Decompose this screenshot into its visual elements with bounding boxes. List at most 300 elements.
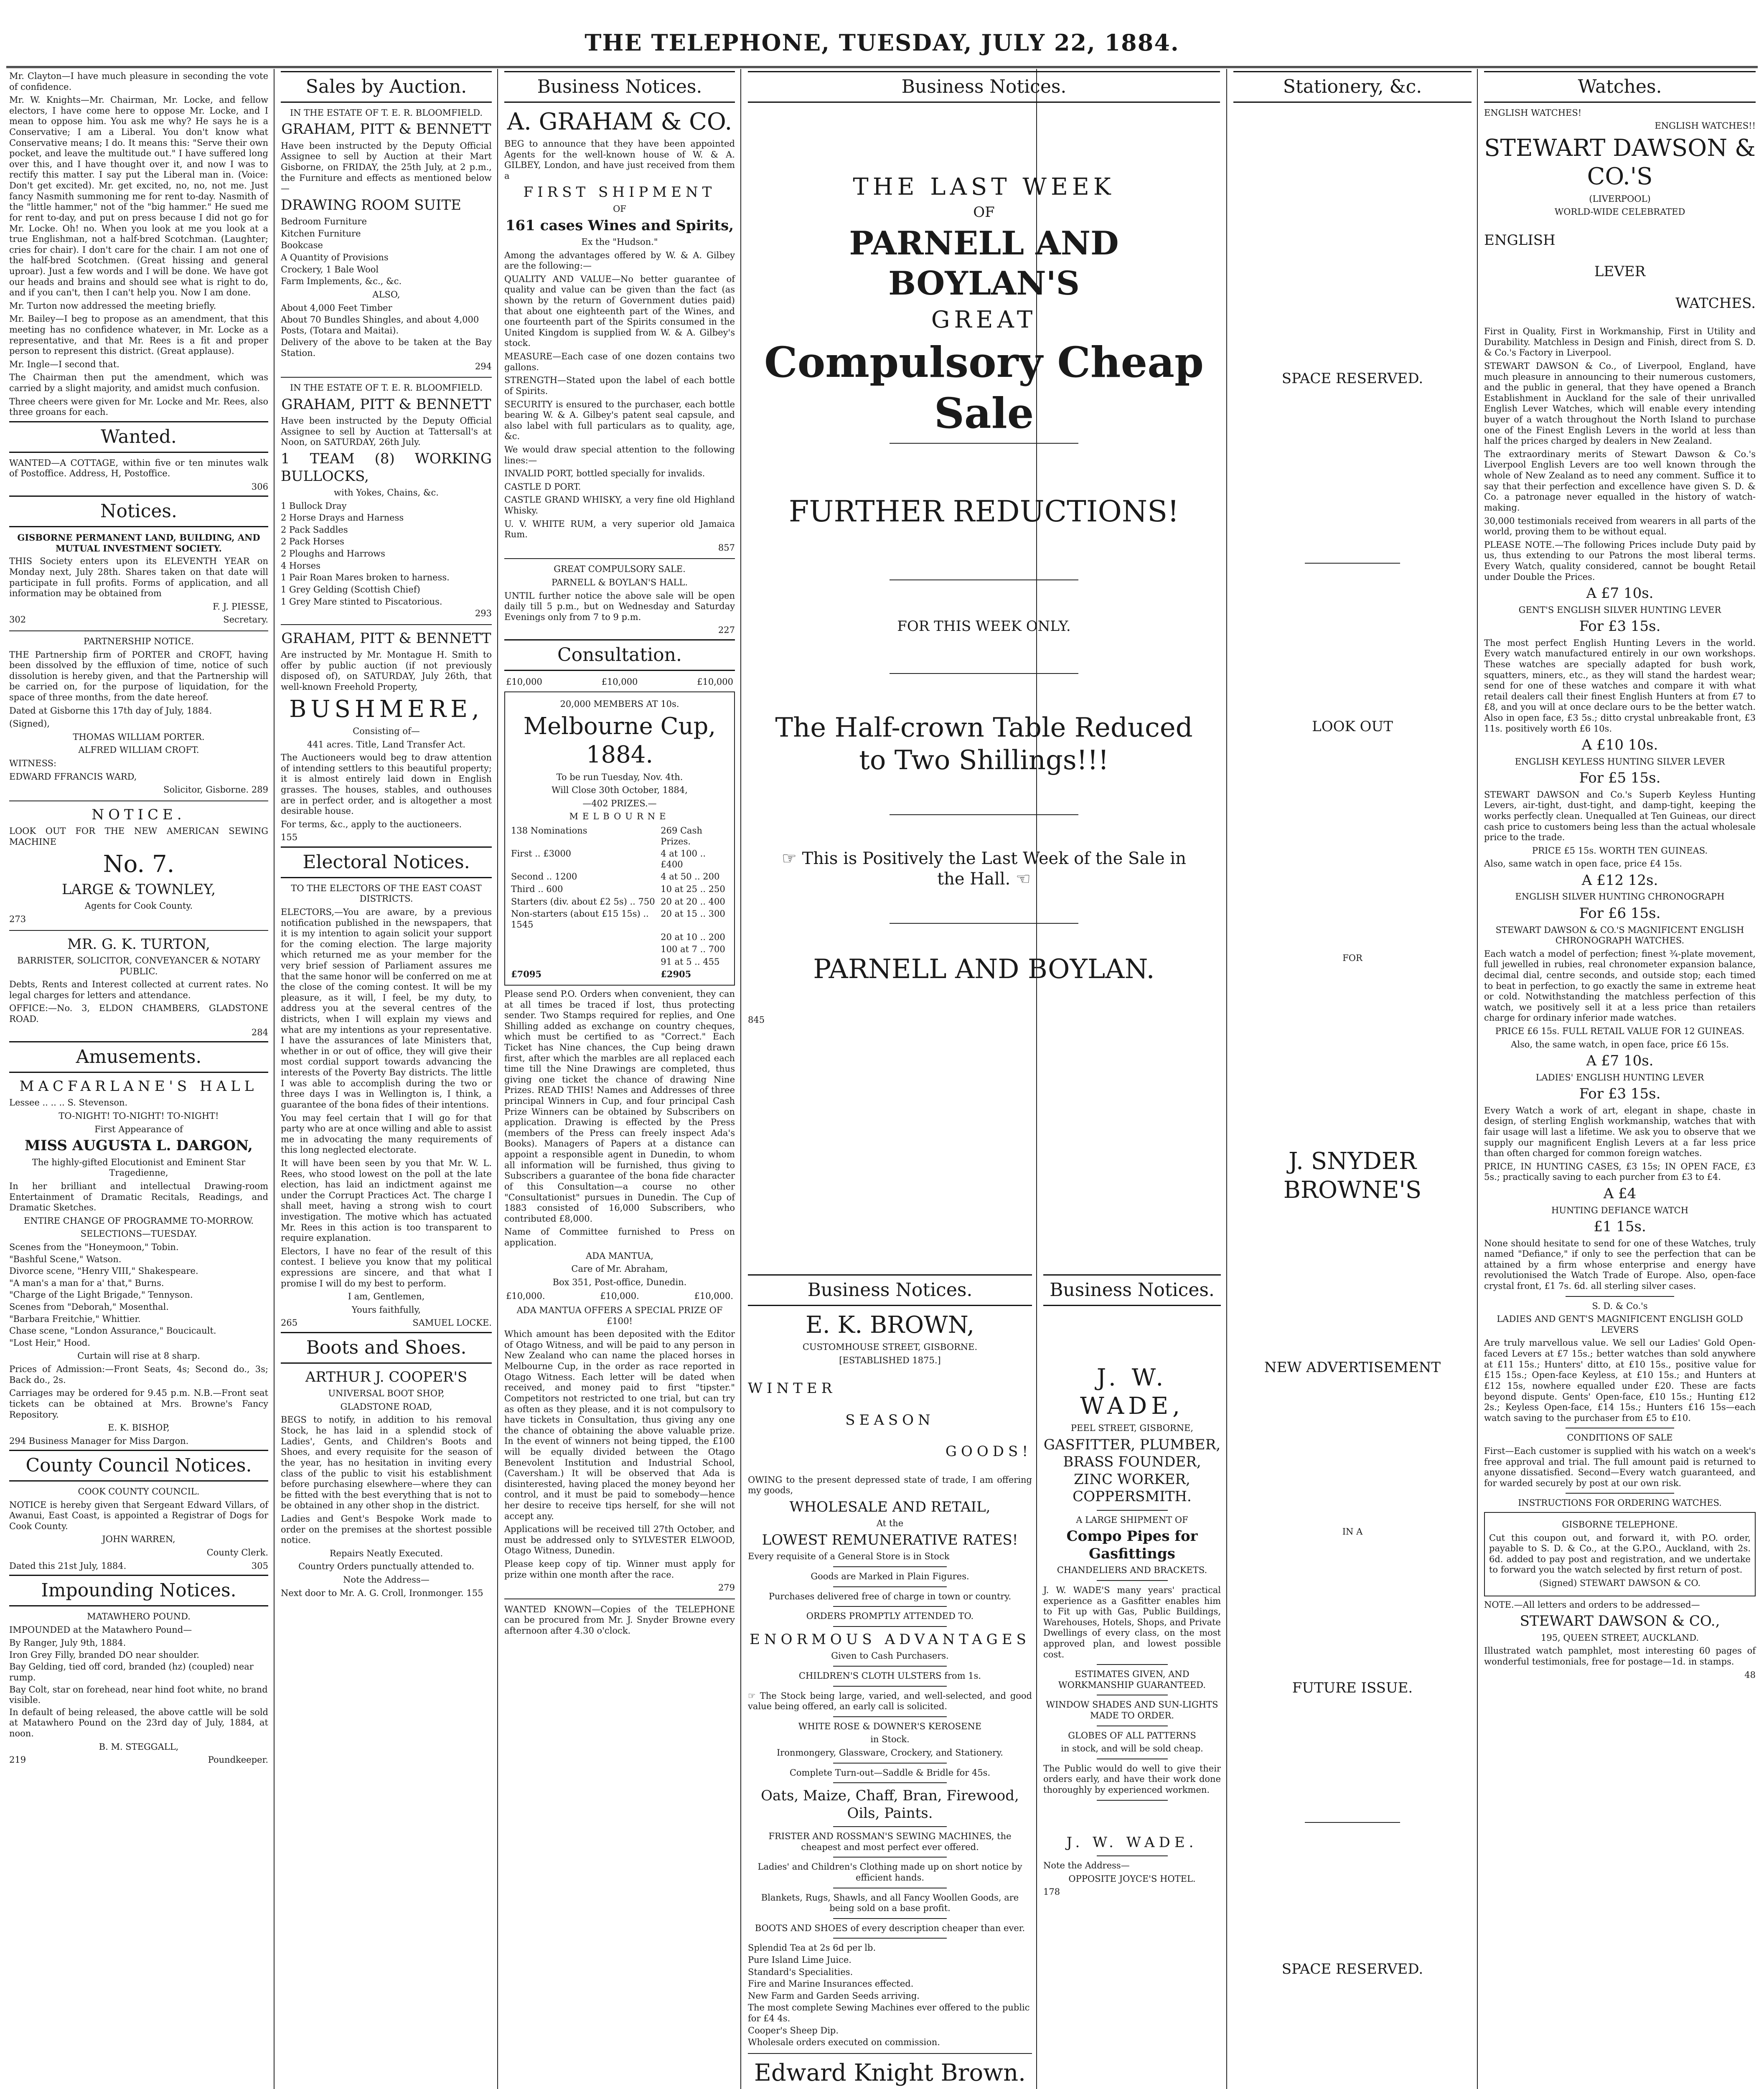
auction-with: with Yokes, Chains, &c. — [334, 488, 439, 498]
ad-number: 48 — [1744, 1670, 1756, 1680]
delivered: Purchases delivered free of charge in town or country. — [768, 1591, 1012, 1601]
stewart-dawson: STEWART DAWSON & CO.'S — [1484, 134, 1756, 191]
section-heading-impounding: Impounding Notices. — [9, 1575, 268, 1606]
rule — [833, 1606, 947, 1607]
meeting-paragraph: Three cheers were given for Mr. Locke and Mr. Rees, also three groans for each. — [9, 396, 268, 417]
watch-price: A £12 12s. — [1581, 872, 1658, 889]
ad-number: 155 — [281, 832, 298, 843]
for-label: FOR — [1342, 953, 1362, 963]
partner-name: THOMAS WILLIAM PORTER. — [73, 732, 205, 742]
wade-name: J. W. WADE, — [1080, 1364, 1184, 1420]
also-label: ALSO, — [372, 289, 400, 300]
wanted-ad: WANTED—A COTTAGE, within five or ten minutes walk of Postoffice. Address, H, Postoffice. — [9, 457, 268, 479]
watch-for: For £5 15s. — [1579, 770, 1661, 787]
address-note: NOTE.—All letters and orders to be addressed— — [1484, 1599, 1700, 1610]
ad-number: 155 — [466, 1588, 483, 1598]
kerosene: WHITE ROSE & DOWNER'S KEROSENE — [798, 1721, 982, 1731]
curtain: Curtain will rise at 8 sharp. — [77, 1351, 200, 1361]
ad-number: 857 — [718, 542, 735, 553]
council-dated: Dated this 21st July, 1884. — [9, 1560, 127, 1571]
council-title: COOK COUNTY COUNCIL. — [78, 1487, 200, 1497]
coupon-signature: (Signed) STEWART DAWSON & CO. — [1539, 1578, 1701, 1588]
watch-price-note: PRICE £5 15s. WORTH TEN GUINEAS. — [1532, 845, 1708, 856]
auction-item: 2 Horse Drays and Harness — [281, 513, 404, 523]
ada-box: Box 351, Post-office, Dunedin. — [552, 1277, 687, 1287]
watch-text: The most perfect English Hunting Levers in the world. Every watch manufactured entirely in our own workshops. These watches are specially adapted for bush work, squatters, miners, etc., as they will stand the hardest wear; send for one of these watches and compare it with what retail dealers call their finest English Hunters at from £7 to £8, and you will at once declare ours to be the better watch. Also in open face, £3 5s.; ditto crystal unbreakable front, £3 11s. positively worth £6 10s. — [1484, 638, 1756, 734]
oats: Oats, Maize, Chaff, Bran, Firewood, Oils, Paints. — [761, 1787, 1019, 1822]
rule — [833, 1857, 947, 1858]
space-reserved: SPACE RESERVED. — [1281, 1961, 1423, 1978]
brown-signature: Edward Knight Brown. — [754, 2059, 1026, 2086]
admission-prices: Prices of Admission:—Front Seats, 4s; Second do., 3s; Back do., 2s. — [9, 1364, 268, 1385]
prize-cell: Non-starters (about £15 15s) .. 1545 — [511, 909, 649, 930]
ad-number: 306 — [251, 481, 268, 492]
auction-item: 1 Pair Roan Mares broken to harness. — [281, 572, 450, 583]
auction-item: 1 Grey Gelding (Scottish Chief) — [281, 584, 420, 595]
wade-shipment: A LARGE SHIPMENT OF — [1076, 1515, 1188, 1525]
rule — [1566, 1493, 1674, 1494]
prize-cell — [509, 931, 659, 944]
column-rule — [1226, 69, 1227, 2089]
electoral-signature: SAMUEL LOCKE. — [412, 1318, 492, 1328]
selection-item: Chase scene, "London Assurance," Boucicault. — [9, 1326, 216, 1336]
auction-text: Have been instructed by the Deputy Official Assignee to sell by Auction at their Mart Gisborne, on FRIDAY, the 25th July, at 2 p.m., the Furniture and effects as mentioned below— — [281, 140, 492, 194]
ada-keep: Please keep copy of tip. Winner must apply for prize within one month after the race. — [504, 1559, 735, 1580]
prize-cell: 91 at 5 .. 455 — [661, 956, 720, 967]
marked: Goods are Marked in Plain Figures. — [811, 1571, 969, 1581]
run-date: To be run Tuesday, Nov. 4th. — [556, 772, 683, 782]
boots-address: Next door to Mr. A. G. Croll, Ironmonger. — [281, 1588, 464, 1598]
product-line: INVALID PORT, bottled specially for invalids. — [504, 468, 705, 479]
wade-text: J. W. WADE'S many years' practical experience as a Gasfitter enables him to Fit up with Gas, Public Buildings, Warehouses, Hotels, Shops, and Private Dwellings of every class, on the most approved plan, and lowest possible cost. — [1043, 1585, 1221, 1660]
firm-signature: PARNELL AND BOYLAN. — [813, 953, 1155, 985]
at-the: At the — [876, 1518, 904, 1529]
auction-item: Bedroom Furniture — [281, 216, 367, 227]
coupon — [1484, 1512, 1756, 1596]
partner-name: ALFRED WILLIAM CROFT. — [78, 745, 199, 755]
coupon-head: GISBORNE TELEPHONE. — [1562, 1520, 1678, 1530]
half-crown: The Half-crown Table Reduced to Two Shillings!!! — [775, 712, 1193, 776]
rule — [504, 558, 735, 559]
prize-cell: 10 at 25 .. 250 — [661, 884, 725, 895]
prize-cell: 20 at 15 .. 300 — [661, 909, 725, 919]
prize-row — [509, 896, 730, 908]
first-shipment: FIRST SHIPMENT — [523, 184, 716, 201]
society-title: GISBORNE PERMANENT LAND, BUILDING, AND MUTUAL INVESTMENT SOCIETY. — [17, 532, 260, 554]
pound-items — [9, 1638, 268, 1706]
amount: £10,000. — [506, 1291, 545, 1301]
rule — [9, 930, 268, 931]
stock-note: ☞ The Stock being large, varied, and well-selected, and good value being offered, an early call is solicited. — [748, 1690, 1032, 1712]
ada-address: Care of Mr. Abraham, — [571, 1264, 668, 1274]
gold-name: LADIES AND GENT'S MAGNIFICENT ENGLISH GOLD LEVERS — [1497, 1314, 1743, 1335]
measure: MEASURE—Each case of one dozen contains two gallons. — [504, 351, 735, 372]
selection-item: "A man's a man for a' that," Burns. — [9, 1278, 164, 1288]
section-heading-business: Business Notices. — [748, 71, 1220, 103]
column-rule — [740, 69, 741, 2089]
ad-number: 845 — [748, 1014, 765, 1025]
sale-hall: PARNELL & BOYLAN'S HALL. — [551, 577, 688, 588]
lever: LEVER — [1594, 263, 1646, 280]
estate-title: IN THE ESTATE OF T. E. R. BLOOMFIELD. — [290, 107, 483, 118]
shades: WINDOW SHADES AND SUN-LIGHTS MADE TO ORDER. — [1046, 1700, 1218, 1721]
watch-name: GENT'S ENGLISH SILVER HUNTING LEVER — [1518, 605, 1721, 615]
great: GREAT — [931, 306, 1037, 333]
prize-row — [509, 908, 730, 931]
english-watches: ENGLISH WATCHES!! — [1655, 121, 1756, 131]
of-label: OF — [973, 203, 995, 221]
address-line: STEWART DAWSON & CO., — [1520, 1613, 1720, 1630]
electoral-paragraph: ELECTORS,—You are aware, by a previous notification published in the newspapers, that it is my intention to again solicit your support for the coming election. The large majority which returned me as your member for the very brief session of Parliament assures me that the same honor will be conferred on me at the close of the coming contest. It will be my pleasure, as it will, I feel, be my duty, to address you at the several centres of the districts, when I will explain my views and what are my intentions as your representative. I have the assurances of late Ministers that, whether in or out of office, they will give their most cordial support towards advancing the interests of the Poverty Bay districts. The little I was able to accomplish during the two or three days I was in Wellington is, I think, a guarantee of the bona fides of their intentions. — [281, 907, 492, 1110]
property-name: BUSHMERE, — [289, 695, 483, 723]
pound-item: Bay Colt, star on forehead, near hind foot white, no brand visible. — [9, 1684, 268, 1705]
rule — [1566, 1296, 1674, 1297]
selection-item: "Barbara Freitchie," Whittier. — [9, 1314, 141, 1324]
of-label: OF — [613, 203, 626, 214]
section-heading-stationery: Stationery, &c. — [1233, 71, 1472, 103]
column-2 — [277, 71, 496, 2089]
selection-item: "Bashful Scene," Watson. — [9, 1254, 122, 1264]
in-a: IN A — [1342, 1527, 1363, 1537]
selections-list — [9, 1242, 268, 1348]
prize-cell: 4 at 50 .. 200 — [661, 872, 720, 882]
signature-title: Secretary. — [223, 615, 268, 625]
ada-text: Which amount has been deposited with the Editor of Otago Witness, and will be paid to any person in New Zealand who can name the placed horses in Melbourne Cup, in the order as race reported in Otago Witness. Each letter will be dated when received, and money paid to first "tipster." Competitors not restricted to one trial, but can try as often as they please, and it is not compulsory to have tickets in Consultation, thus giving any one the chance of obtaining the above valuable prize. In the event of winners not being tipped, the £100 will be equally divided between the Otago Benevolent Institution and Industrial School, (Caversham.) It will be observed that Ada is disinterested, having placed the money beyond her control, and it must be paid to somebody—hence her desire to receive tips herself, for she will not accept any. — [504, 1329, 735, 1521]
watch-price: A £7 10s. — [1586, 585, 1654, 602]
auction-item: A Quantity of Provisions — [281, 252, 389, 263]
rule — [833, 1716, 947, 1717]
section-heading-business: Business Notices. — [748, 1274, 1032, 1306]
ad-number: 227 — [718, 625, 735, 635]
watch-for: For £3 15s. — [1579, 618, 1661, 635]
prize-cell: 20 at 20 .. 400 — [661, 896, 725, 907]
product-lines — [504, 468, 735, 540]
turton-text: Debts, Rents and Interest collected at current rates. No legal charges for letters and attendance. — [9, 979, 268, 1000]
worldwide: WORLD-WIDE CELEBRATED — [1554, 207, 1685, 217]
selection-item: Scenes from "Deborah," Mosenthal. — [9, 1302, 169, 1312]
further-reductions: FURTHER REDUCTIONS! — [788, 494, 1179, 529]
coupon-text: Cut this coupon out, and forward it, with P.O. order, payable to S. D. & Co., at the G.P.O., Auckland, with 2s. 6d. added to pay post and registration, and we undertake to forward you the watch selected by first return of post. — [1489, 1532, 1751, 1575]
meeting-paragraph: Mr. Turton now addressed the meeting briefly. — [9, 300, 216, 311]
rule — [833, 1782, 947, 1783]
prizes-count: —402 PRIZES.— — [582, 798, 657, 808]
rule — [1305, 1822, 1400, 1823]
council-clerk: County Clerk. — [206, 1548, 268, 1558]
ad-number: 279 — [718, 1583, 735, 1593]
programme-change: ENTIRE CHANGE OF PROGRAMME TO-MORROW. — [23, 1215, 254, 1226]
lessee: Lessee .. .. .. S. Stevenson. — [9, 1098, 128, 1108]
pound-item: By Ranger, July 9th, 1884. — [9, 1638, 126, 1648]
prize-table — [509, 825, 730, 981]
witness-label: WITNESS: — [9, 758, 57, 769]
rule — [833, 1763, 947, 1764]
watches: WATCHES. — [1675, 295, 1756, 312]
misc-item: Fire and Marine Insurances effected. — [748, 1979, 914, 1989]
column-5 — [744, 1274, 1036, 2089]
first-quality: First in Quality, First in Workmanship, First in Utility and Durability. Matchless in Design and Finish, direct from S. D. & Co.'s Factory in Liverpool. — [1484, 326, 1756, 358]
conditions-title: CONDITIONS OF SALE — [1567, 1433, 1673, 1443]
auction-item: 1 Grey Mare stinted to Piscatorious. — [281, 596, 442, 607]
prize-row — [509, 883, 730, 896]
boots-shop: UNIVERSAL BOOT SHOP, — [328, 1388, 445, 1399]
firm-desc: Agents for Cook County. — [84, 901, 193, 911]
prize-row — [509, 848, 730, 871]
auctioneer-name: GRAHAM, PITT & BENNETT — [281, 396, 491, 413]
cash-prizes: 269 Cash Prizes. — [661, 826, 702, 846]
first-appearance: First Appearance of — [94, 1124, 183, 1134]
misc-item: Wholesale orders executed on commission. — [748, 2037, 940, 2048]
members: 20,000 MEMBERS AT 10s. — [560, 699, 679, 709]
misc-list — [748, 1943, 1032, 2048]
brown-name: E. K. BROWN, — [806, 1311, 974, 1339]
globes-text: in stock, and will be sold cheap. — [1061, 1743, 1203, 1754]
prize-cell: Second .. 1200 — [511, 872, 577, 882]
selection-item: "Charge of the Light Brigade," Tennyson. — [9, 1290, 193, 1300]
rule — [833, 1918, 947, 1919]
product-line: U. V. WHITE RUM, a very superior old Jamaica Rum. — [504, 518, 735, 540]
please-note: PLEASE NOTE.—The following Prices include Duty paid by us, thus extending to our Patrons the most liberal terms. Every Watch, quality considered, cannot be bought Retail under Double the Prices. — [1484, 539, 1756, 582]
column-7 — [1229, 71, 1476, 2089]
watch-name: HUNTING DEFIANCE WATCH — [1551, 1205, 1689, 1215]
meeting-paragraph: The Chairman then put the amendment, which was carried by a slight majority, and amidst much confusion. — [9, 372, 268, 394]
watch-name: ENGLISH KEYLESS HUNTING SILVER LEVER — [1515, 756, 1725, 767]
frister: FRISTER AND ROSSMAN'S SEWING MACHINES, the cheapest and most perfect ever offered. — [768, 1831, 1012, 1852]
firm-name: A. GRAHAM & CO. — [507, 108, 732, 135]
misc-item: Splendid Tea at 2s 6d per lb. — [748, 1943, 876, 1953]
strength: STRENGTH—Stated upon the label of each bottle of Spirits. — [504, 375, 735, 396]
enormous: ENORMOUS ADVANTAGES — [750, 1631, 1030, 1648]
every-requisite: Every requisite of a General Store is in Stock — [748, 1551, 950, 1562]
in-stock: in Stock. — [870, 1734, 910, 1745]
auction-item: 4 Horses — [281, 560, 321, 571]
rule — [890, 579, 1078, 580]
rule — [890, 814, 1078, 815]
manager-name: E. K. BISHOP, — [108, 1423, 170, 1433]
section-heading-boots: Boots and Shoes. — [281, 1332, 492, 1364]
pound-default: In default of being released, the above cattle will be sold at Matawhero Pound on the 23rd day of July, 1884, at noon. — [9, 1707, 268, 1739]
ada-apps: Applications will be received till 27th October, and must be addressed only to SYLVESTER ELWOOD, Otago Witness, Dunedin. — [504, 1524, 735, 1556]
auction-text: Have been instructed by the Deputy Official Assignee to sell by Auction at Tattersall's at Noon, on SATURDAY, 26th July. — [281, 416, 492, 447]
sale-title: Compulsory Cheap Sale — [764, 338, 1204, 438]
ad-number: 178 — [1043, 1887, 1060, 1897]
pound-text: IMPOUNDED at the Matawhero Pound— — [9, 1624, 192, 1635]
auction-item: About 4,000 Feet Timber — [281, 302, 392, 313]
council-signature: JOHN WARREN, — [102, 1534, 175, 1545]
section-heading-wanted: Wanted. — [9, 421, 268, 453]
watch-price: A £10 10s. — [1581, 737, 1658, 754]
electoral-address — [281, 907, 492, 1289]
product-line: CASTLE D PORT. — [504, 481, 581, 492]
watch-sub: STEWART DAWSON & CO.'S MAGNIFICENT ENGLISH CHRONOGRAPH WATCHES. — [1495, 925, 1744, 946]
chandeliers: CHANDELIERS AND BRACKETS. — [1057, 1565, 1207, 1576]
performer-desc: The highly-gifted Elocutionist and Eminent Star Tragedienne, — [32, 1157, 246, 1178]
ada-name: ADA MANTUA, — [586, 1250, 653, 1261]
performer-name: MISS AUGUSTA L. DARGON, — [25, 1137, 253, 1154]
gold-title: S. D. & Co.'s — [1592, 1301, 1648, 1311]
goods: GOODS! — [945, 1443, 1032, 1460]
cash: Given to Cash Purchasers. — [831, 1651, 949, 1661]
selections-heading: SELECTIONS—TUESDAY. — [80, 1229, 197, 1239]
estate-title: IN THE ESTATE OF T. E. R. BLOOMFIELD. — [290, 383, 483, 393]
auction-item: Farm Implements, &c., &c. — [281, 276, 402, 287]
property-text: The Auctioneers would beg to draw attention of intending settlers to this beautiful property; it is almost entirely laid down in English grasses. The houses, stables, and outhouses are in perfect order, and is altogether a most desirable house. — [281, 752, 492, 816]
rule — [890, 443, 1078, 444]
hall-name: MACFARLANE'S HALL — [19, 1078, 258, 1095]
rule — [833, 1566, 947, 1567]
instructions: INSTRUCTIONS FOR ORDERING WATCHES. — [1518, 1498, 1722, 1508]
auctioneer-name: GRAHAM, PITT & BENNETT — [281, 121, 491, 138]
illustrated: Illustrated watch pamphlet, most interesting 60 pages of wonderful testimonials, free for postage—1d. in stamps. — [1484, 1646, 1756, 1667]
watch-text: Each watch a model of perfection; finest ¾-plate movement, full jewelled in rubies, real chronometer expansion balance, decimal dial, centre seconds, and outside stop; each timed to beat in perfection, to go exactly the same in extreme heat or cold. Notwithstanding the matchless perfection of this watch, we positively sell it at a less price than retailers charge for ordinary inferior made watches. — [1484, 948, 1756, 1023]
auction-highlight: DRAWING ROOM SUITE — [281, 196, 461, 213]
ad-number: 305 — [251, 1560, 268, 1571]
section-heading-consultation: Consultation. — [504, 639, 735, 671]
consultation-names: Name of Committee furnished to Press on application. — [504, 1227, 735, 1248]
meeting-paragraph: Mr. Clayton—I have much pleasure in seconding the vote of confidence. — [9, 71, 268, 92]
rule — [9, 630, 268, 631]
saddle: Complete Turn-out—Saddle & Bridle for 45s. — [789, 1767, 991, 1778]
column-rule — [497, 69, 498, 2089]
section-heading-watches: Watches. — [1484, 71, 1756, 103]
snyder-browne: J. SNYDER BROWNE'S — [1283, 1148, 1422, 1204]
misc-item: The most complete Sewing Machines ever offered to the public for £4 4s. — [748, 2003, 1030, 2024]
electoral-paragraph: It will have been seen by you that Mr. W. L. Rees, who stood lowest on the poll at the late election, has laid an indictment against me under the Corrupt Practices Act. The charge I shall meet, having a strong wish to court investigation. The motive which has actuated Mr. Rees in this action is too transparent to require explanation. — [281, 1158, 492, 1243]
winter: WINTER — [748, 1380, 836, 1397]
society-text: THIS Society enters upon its ELEVENTH YEAR on Monday next, July 28th. Shares taken on that date will participate in full profits. Forms of application, and all information may be obtained from — [9, 556, 268, 599]
last-week: THE LAST WEEK — [853, 173, 1115, 201]
selection-item: "Lost Heir," Hood. — [9, 1337, 91, 1348]
watches-text: The extraordinary merits of Stewart Dawson & Co.'s Liverpool English Levers are too well known through the whole of New Zealand as to need any comment. Suffice it to say that their perfection and excellence have given S. D. & Co. a patronage never equalled in the history of watch-making. — [1484, 449, 1756, 513]
column-8 — [1480, 71, 1760, 2089]
electoral-paragraph: Electors, I have no fear of the result of this contest. I believe you know that my political expressions are sincere, and that what I promise I will do my best to perform. — [281, 1246, 492, 1288]
rule — [833, 1686, 947, 1687]
consultation-text: Please send P.O. Orders when convenient, they can at all times be traced if lost, thus protecting sender. Two Stamps required for replies, and One Shilling added as exchange on country cheques, which must be certified to as "Correct." Each Ticket has Nine chances, the Cup being drawn first, after which the marbles are all replaced each time till the Nine Drawings are completed, thus giving one ticket the chance of drawing Nine Prizes. READ THIS! Names and Addresses of three principal Winners in Cup, and four principal Cash Prize Winners can be obtained by Subscribers on application. Drawing is effected by the Press (members of the Press can freely inspect Ada's Books). Managers of Papers at a distance can appoint a responsible agent in Dunedin, to whom all information will be furnished, thus giving to Subscribers a guarantee of the bona fide character of this Consultation—a course no other "Consultationist" pursues in Dunedin. The Cup of 1883 consisted of 16,000 Subscribers, who contributed £8,000. — [504, 989, 735, 1224]
brown-established: [ESTABLISHED 1875.] — [839, 1355, 941, 1365]
rule — [1097, 1800, 1168, 1801]
boots-country: Country Orders punctually attended to. — [298, 1561, 474, 1572]
meeting-report — [9, 71, 268, 418]
amount: £10,000 — [506, 676, 542, 687]
section-heading-notices: Notices. — [9, 496, 268, 527]
ad-number: 273 — [9, 914, 26, 924]
close-date: Will Close 30th October, 1884, — [552, 785, 688, 795]
sewing-ad: LOOK OUT FOR THE NEW AMERICAN SEWING MACHINE — [9, 826, 268, 847]
prize-row — [509, 871, 730, 883]
watch-price-note: PRICE £6 15s. FULL RETAIL VALUE FOR 12 GUINEAS. — [1495, 1026, 1745, 1037]
amount: £10,000 — [601, 676, 638, 687]
wade-note: Note the Address— — [1043, 1860, 1130, 1871]
watch-text: None should hesitate to send for one of these Watches, truly named "Defiance," if only to see the perfection that can be attained by a firm whose enterprise and energy have revolutionised the Watch Trade of Europe. Also, open-face crystal front, £1 7s. 6d. all sterling silver cases. — [1484, 1238, 1756, 1291]
product-line: CASTLE GRAND WHISKY, a very fine old Highland Whisky. — [504, 495, 735, 516]
notice-heading: NOTICE. — [92, 806, 186, 823]
misc-item: Standard's Specialities. — [748, 1967, 853, 1977]
auction-item: 2 Ploughs and Harrows — [281, 549, 385, 559]
brown-street: CUSTOMHOUSE STREET, GISBORNE. — [802, 1342, 978, 1352]
tonight: TO-NIGHT! TO-NIGHT! TO-NIGHT! — [58, 1111, 219, 1121]
prize-cell — [509, 943, 659, 956]
among: Among the advantages offered by W. & A. Gilbey are the following:— — [504, 250, 735, 271]
prize-cell: 100 at 7 .. 700 — [661, 944, 725, 955]
auction-items — [281, 216, 492, 287]
section-heading-business: Business Notices. — [1043, 1274, 1221, 1306]
turton-office: OFFICE:—No. 3, ELDON CHAMBERS, GLADSTONE ROAD. — [9, 1003, 268, 1024]
ad-number: 219 — [9, 1755, 26, 1765]
rule — [281, 624, 492, 625]
rule — [1097, 1855, 1168, 1856]
rule — [281, 377, 492, 378]
ad-number: 302 — [9, 615, 26, 625]
graham-text: BEG to announce that they have been appointed Agents for the well-known house of W. & A. GILBEY, London, and have just received from them a — [504, 138, 735, 181]
watch-text: Every Watch a work of art, elegant in shape, chaste in design, of sterling English workmanship, watches that with fair usage will last a lifetime. We ask you to observe that we supply our magnificent English Levers at a far less price than often charged for common foreign watches. — [1484, 1105, 1756, 1159]
auction-item: 2 Pack Saddles — [281, 524, 348, 535]
ad-number: 294 — [9, 1436, 26, 1446]
electoral-closing: Yours faithfully, — [351, 1304, 421, 1315]
rule — [1097, 1664, 1168, 1665]
watch-also: Also, the same watch, in open face, price £6 15s. — [1511, 1039, 1729, 1050]
rule — [748, 2053, 1032, 2054]
watch-for: For £6 15s. — [1579, 905, 1661, 922]
manager-desc: Business Manager for Miss Dargon. — [28, 1436, 189, 1446]
electoral-paragraph: You may feel certain that I will go for that party who are at once willing and able to assist me in advocating the many requirements of this long neglected electorate. — [281, 1113, 492, 1155]
prize-cell: Third .. 600 — [511, 884, 563, 895]
parnell-title: PARNELL AND BOYLAN'S — [849, 224, 1119, 302]
ad-number: 293 — [475, 608, 492, 619]
rule — [833, 1626, 947, 1627]
prize-cell: 20 at 10 .. 200 — [661, 932, 725, 942]
sale-text: UNTIL further notice the above sale will be open daily till 5 p.m., but on Wednesday and Saturday Evenings only from 7 to 9 p.m. — [504, 590, 735, 622]
prize-cell: First .. £3000 — [511, 849, 572, 859]
sale-title: GREAT COMPULSORY SALE. — [554, 564, 686, 574]
look-out: LOOK OUT — [1312, 718, 1393, 735]
ad-number: 265 — [281, 1318, 298, 1328]
rule — [890, 923, 1078, 924]
prize-cell — [509, 956, 659, 968]
ironmongery: Ironmongery, Glassware, Crockery, and Stationery. — [777, 1747, 1003, 1758]
partnership-signed: (Signed), — [9, 719, 50, 729]
column-6 — [1039, 1274, 1225, 2089]
section-heading-auction: Sales by Auction. — [281, 71, 492, 103]
side-word: MELBOURNE — [569, 811, 670, 822]
boots-shoes: BOOTS AND SHOES of every description cheaper than ever. — [755, 1923, 1025, 1933]
orders: ORDERS PROMPTLY ATTENDED TO. — [806, 1611, 974, 1621]
auction-highlight: 1 TEAM (8) WORKING BULLOCKS, — [281, 450, 492, 485]
conditions-text: First—Each customer is supplied with his watch on a week's free approval and trial. The full amount paid is returned to anyone dissatisfied. Second—Every watch guaranteed, and for warded securely by post at our own risk. — [1484, 1446, 1756, 1488]
meeting-paragraph: Mr. W. Knights—Mr. Chairman, Mr. Locke, and fellow electors, I have come here to oppose Mr. Locke, and I mean to oppose him. You ask me why? He says he is a Conservative; I am a Liberal. You don't know what Conservative means; I do. It means this: "Serve their own pocket, and leave the multitude out." I have suffered long over this, and I have thought over it, and now I was to rectify this matter. I say put the Liberal man in. (Voice: Don't get excited). Mr. get excited, no, no, not me. Just fancy Nasmith summoning me for rent to-day. Nasmith of the "little hammer," not of the "big hammer." He sued me for rent to-day, and put on press because I did not go for Mr. Locke. Oh! no. When you look at me you look at a true Englishman, not a half-bred Scotchman. (Laughter; cries for chair). I don't care for the chair. I am not one of the half-bred Scotchmen. (Great hissing and general uproar). Just a few words and I will be done. We have got our heads and brains and should see what is right to do, and if you can't, then I can't help you. Now I am done. — [9, 95, 268, 298]
blankets: Blankets, Rugs, Shawls, and all Fancy Woollen Goods, are being sold on a base profit. — [761, 1892, 1019, 1914]
liverpool: (LIVERPOOL) — [1589, 193, 1651, 204]
wade-street: PEEL STREET, GISBORNE, — [1070, 1423, 1194, 1433]
column-3 — [500, 71, 739, 2089]
misc-item: Pure Island Lime Juice. — [748, 1954, 851, 1965]
amount: £10,000. — [694, 1291, 733, 1301]
rule — [833, 1666, 947, 1667]
section-heading-amusements: Amusements. — [9, 1041, 268, 1073]
english-watches: ENGLISH WATCHES! — [1484, 107, 1582, 118]
sewing-model: No. 7. — [103, 850, 175, 878]
last-week-note: ☞ This is Positively the Last Week of the Sale in the Hall. ☜ — [782, 849, 1186, 889]
draw-attention: We would draw special attention to the following lines:— — [504, 444, 735, 465]
boots-bespoke: Ladies and Gent's Bespoke Work made to order on the premises at the shortest possible notice. — [281, 1513, 492, 1545]
season: SEASON — [845, 1411, 935, 1428]
globes: GLOBES OF ALL PATTERNS — [1068, 1730, 1196, 1741]
pound-item: Bay Gelding, tied off cord, branded (hz) (coupled) near rump. — [9, 1662, 254, 1682]
council-text: NOTICE is hereby given that Sergeant Edward Villars, of Awanui, East Coast, is appointed a Registrar of Dogs for Cook County. — [9, 1499, 268, 1531]
watch-price: A £7 10s. — [1586, 1052, 1654, 1070]
meeting-paragraph: Mr. Ingle—I second that. — [9, 359, 119, 369]
boots-text: BEGS to notify, in addition to his removal Stock, he has laid in a splendid stock of Ladies', Gents, and Children's Boots and Shoes, and every requisite for the season of the year, has no hesitation in inviting every class of the public to visit his establishment before purchasing elsewhere—where they can be fitted with the best everything that is not to be obtained in any other shop in the district. — [281, 1415, 492, 1511]
column-rule — [274, 69, 275, 2089]
misc-item: Cooper's Sheep Dip. — [748, 2025, 839, 2036]
